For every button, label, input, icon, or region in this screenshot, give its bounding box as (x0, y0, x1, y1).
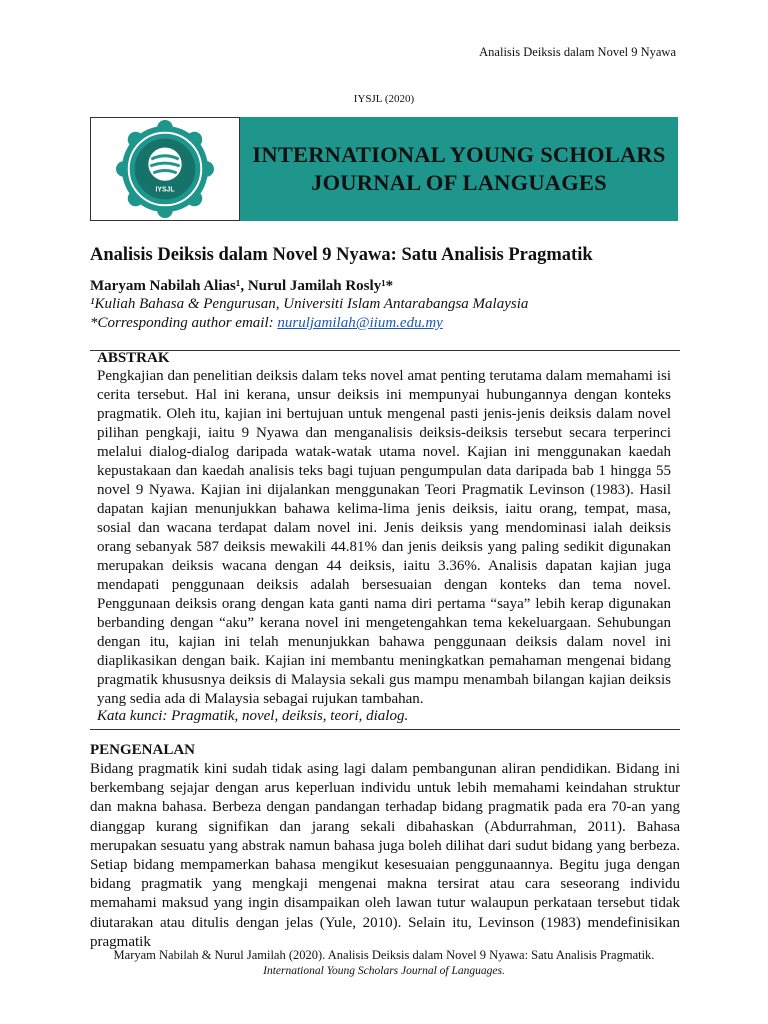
keywords: Kata kunci: Pragmatik, novel, deiksis, teori, dialog. (97, 708, 409, 724)
running-head: Analisis Deiksis dalam Novel 9 Nyawa (479, 45, 676, 59)
mandala-logo-icon (116, 120, 214, 218)
journal-banner (90, 117, 678, 221)
introduction-text: Bidang pragmatik kini sudah tidak asing lagi dalam pembangunan aliran pendidikan. Bidang ini berkembang sejajar dengan arus keperluan individu untuk lebih memahami keindahan struktur dan makna bahasa. Berbeza dengan pandangan terhadap bidang pragmatik pada era 70-an yang dianggap kurang signifikan dan jarang sekali dibahaskan (Abdurrahman, 2011). Bahasa merupakan sesuatu yang abstrak namun bahasa juga boleh dilihat dari sudut bidang yang berbeza. Setiap bidang mempamerkan bahasa mengikut kesesuaian penggunaannya. Begitu juga dengan bidang pragmatik yang mengkaji mengenai makna tersirat atau cara seseorang individu memahami maksud yang ingin disampaikan oleh lawan tutur walaupun perkataan tersebut tidak diutarakan atau ditulis dengan jelas (Yule, 2010). Selain itu, Levinson (1983) mendefinisikan pragmatik (90, 761, 680, 950)
abstract-heading: ABSTRAK (97, 350, 170, 366)
journal-title-box (240, 117, 678, 221)
corresponding-author (90, 315, 443, 332)
journal-title-line1: INTERNATIONAL YOUNG SCHOLARS (252, 142, 666, 167)
journal-logo (90, 117, 240, 221)
authors: Maryam Nabilah Alias¹, Nurul Jamilah Rosly¹* (90, 278, 394, 294)
abstract-bottom-rule (90, 729, 680, 730)
logo-text: IYSJL (155, 186, 175, 194)
footer-citation: Maryam Nabilah & Nurul Jamilah (2020). Analisis Deiksis dalam Novel 9 Nyawa: Satu Analisis Pragmatik. (113, 948, 655, 962)
article-title: Analisis Deiksis dalam Novel 9 Nyawa: Satu Analisis Pragmatik (90, 245, 593, 265)
footer-journal: International Young Scholars Journal of Languages. (263, 965, 505, 977)
introduction-heading: PENGENALAN (90, 742, 196, 758)
abstract-top-rule (90, 350, 680, 351)
corresponding-label: *Corresponding author email: (90, 315, 278, 331)
affiliation: ¹Kuliah Bahasa & Pengurusan, Universiti Islam Antarabangsa Malaysia (90, 296, 529, 312)
journal-code: IYSJL (2020) (353, 93, 415, 105)
abstract-text: Pengkajian dan penelitian deiksis dalam teks novel amat penting terutama dalam memahami isi cerita tersebut. Hal ini kerana, unsur deiksis ini mempunyai hubungannya dengan konteks pragmatik. Oleh itu, kajian ini bertujuan untuk mengenal pasti jenis-jenis deiksis dalam novel pilihan pengkaji, iaitu 9 Nyawa dan menganalisis deiksis-deiksis tersebut secara terperinci melalui dialog-dialog daripada watak-watak utama novel. Kajian ini menggunakan kaedah kepustakaan dan kaedah analisis teks bagi tujuan pengumpulan data daripada bab 1 hingga 55 novel 9 Nyawa. Kajian ini dijalankan menggunakan Teori Pragmatik Levinson (1983). Hasil dapatan kajian menunjukkan bahawa kelima-lima jenis deiksis, iaitu orang, tempat, masa, sosial dan wacana terdapat dalam novel ini. Jenis deiksis yang mendominasi ialah deiksis orang sebanyak 587 deiksis mewakili 44.81% dan jenis deiksis yang paling sedikit digunakan merupakan deiksis wacana dengan 44 deiksis, iaitu 3.36%. Analisis dapatan kajian juga mendapati penggunaan deiksis adalah bersesuaian dengan konteks dan tema novel. Penggunaan deiksis orang dengan kata ganti nama diri pertama “saya” lebih kerap digunakan berbanding dengan “aku” kerana novel ini mengetengahkan tema kekeluargaan. Sehubungan dengan itu, kajian ini telah menunjukkan bahawa penggunaan deiksis dalam novel ini diaplikasikan dengan baik. Kajian ini membantu meningkatkan pemahaman mengenai bidang pragmatik khususnya deiksis di Malaysia sekali gus mampu menambah bilangan kajian deiksis yang sedia ada di Malaysia sebagai rujukan tambahan. (97, 368, 671, 707)
journal-title-line2: JOURNAL OF LANGUAGES (311, 170, 607, 195)
corresponding-email-link[interactable]: nuruljamilah@iium.edu.my (277, 315, 443, 331)
